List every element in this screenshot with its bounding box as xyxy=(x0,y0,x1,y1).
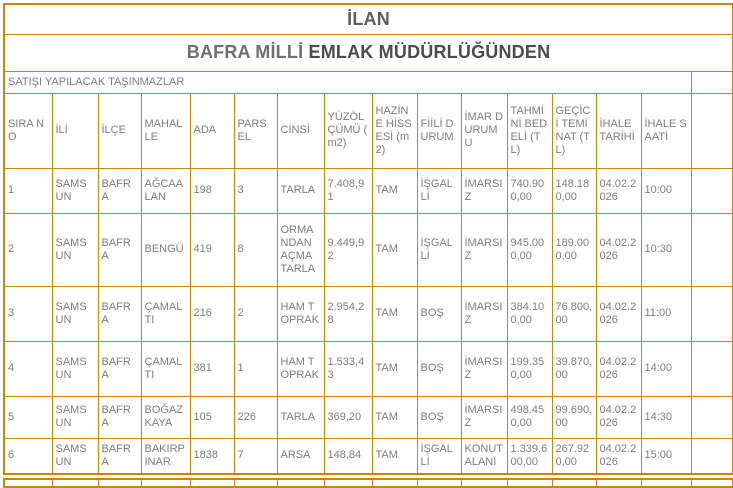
cell-ihale-saati: 14:00 xyxy=(641,341,691,396)
col-header-ihale-tarihi: İHALE TARİHİ xyxy=(596,93,641,168)
cell-tahmini-bedeli: 945.000,00 xyxy=(507,213,552,286)
cell-gecici-teminat: 148.180,00 xyxy=(552,168,596,213)
cell-empty xyxy=(691,168,733,213)
cell-mahalle: BENGÜ xyxy=(141,213,190,286)
cell-empty xyxy=(691,213,733,286)
partial-row xyxy=(4,479,733,487)
partial-cell xyxy=(507,479,552,487)
page-subtitle xyxy=(4,34,733,71)
col-header-imar-durumu: İMAR DURUMU xyxy=(461,93,507,168)
cell-ihale-tarihi: 04.02.2026 xyxy=(596,396,641,438)
table-row xyxy=(4,438,733,474)
cell-ada: 419 xyxy=(190,213,234,286)
cell-yuzolcumu: 1.533,43 xyxy=(324,341,372,396)
cell-ada: 198 xyxy=(190,168,234,213)
cell-ili: SAMSUN xyxy=(52,213,98,286)
partial-cell xyxy=(461,479,507,487)
col-header-mahalle: MAHALLE xyxy=(141,93,190,168)
partial-cell xyxy=(141,479,190,487)
cell-parsel: 2 xyxy=(234,286,277,341)
cell-parsel: 8 xyxy=(234,213,277,286)
col-header-gecici-teminat: GEÇİCİ TEMİNAT (TL) xyxy=(552,93,596,168)
cell-parsel: 3 xyxy=(234,168,277,213)
cell-cinsi: HAM TOPRAK xyxy=(277,341,324,396)
col-header-yuzolcumu: YÜZÖLÇÜMÜ ( m2) xyxy=(324,93,372,168)
cell-tahmini-bedeli: 740.900,00 xyxy=(507,168,552,213)
next-page-row-fragment xyxy=(3,478,733,488)
cell-ada: 105 xyxy=(190,396,234,438)
section-label: SATIŞI YAPILACAK TAŞINMAZLAR xyxy=(4,71,691,93)
cell-gecici-teminat: 189.000,00 xyxy=(552,213,596,286)
col-header-parsel: PARSEL xyxy=(234,93,277,168)
col-header-hazine-hissesi: HAZİNE HİSSESİ (m2) xyxy=(372,93,417,168)
cell-gecici-teminat: 267.920,00 xyxy=(552,438,596,474)
table-row xyxy=(4,286,733,341)
cell-yuzolcumu: 148,84 xyxy=(324,438,372,474)
cell-fiili-durum: İŞGALLİ xyxy=(417,168,461,213)
col-header-ihale-saati: İHALE SAATİ xyxy=(641,93,691,168)
partial-cell xyxy=(417,479,461,487)
cell-tahmini-bedeli: 498.450,00 xyxy=(507,396,552,438)
col-header-empty xyxy=(691,93,733,168)
title-row xyxy=(4,4,733,34)
cell-ihale-saati: 10:30 xyxy=(641,213,691,286)
cell-imar-durumu: İMARSIZ xyxy=(461,213,507,286)
partial-cell xyxy=(691,479,733,487)
cell-sira-no: 1 xyxy=(4,168,52,213)
cell-parsel: 7 xyxy=(234,438,277,474)
cell-cinsi: TARLA xyxy=(277,168,324,213)
section-empty-cell xyxy=(691,71,733,93)
partial-cell xyxy=(552,479,596,487)
cell-imar-durumu: İMARSIZ xyxy=(461,341,507,396)
cell-cinsi: ARSA xyxy=(277,438,324,474)
cell-gecici-teminat: 39.870,00 xyxy=(552,341,596,396)
cell-sira-no: 3 xyxy=(4,286,52,341)
cell-ihale-tarihi: 04.02.2026 xyxy=(596,438,641,474)
page-title: İLAN xyxy=(4,4,733,34)
partial-cell xyxy=(52,479,98,487)
cell-ihale-tarihi: 04.02.2026 xyxy=(596,213,641,286)
cell-fiili-durum: BOŞ xyxy=(417,341,461,396)
cell-imar-durumu: İMARSIZ xyxy=(461,396,507,438)
cell-hazine-hissesi: TAM xyxy=(372,438,417,474)
cell-empty xyxy=(691,286,733,341)
cell-ili: SAMSUN xyxy=(52,438,98,474)
cell-mahalle: ÇAMALTI xyxy=(141,286,190,341)
cell-hazine-hissesi: TAM xyxy=(372,168,417,213)
cell-imar-durumu: İMARSIZ xyxy=(461,168,507,213)
partial-cell xyxy=(234,479,277,487)
subtitle-part-2: EMLAK MÜDÜRLÜĞÜNDEN xyxy=(308,42,551,62)
partial-cell xyxy=(372,479,417,487)
section-row xyxy=(4,71,733,93)
cell-sira-no: 5 xyxy=(4,396,52,438)
partial-cell xyxy=(277,479,324,487)
table-row xyxy=(4,213,733,286)
cell-ili: SAMSUN xyxy=(52,168,98,213)
cell-tahmini-bedeli: 384.100,00 xyxy=(507,286,552,341)
partial-cell xyxy=(324,479,372,487)
cell-cinsi: TARLA xyxy=(277,396,324,438)
col-header-sira-no: SIRA NO xyxy=(4,93,52,168)
partial-cell xyxy=(190,479,234,487)
col-header-fiili-durum: FİİLİ DURUM xyxy=(417,93,461,168)
cell-ihale-saati: 11:00 xyxy=(641,286,691,341)
cell-imar-durumu: KONUT ALANI xyxy=(461,438,507,474)
cell-ilce: BAFRA xyxy=(98,396,141,438)
cell-sira-no: 4 xyxy=(4,341,52,396)
cell-empty xyxy=(691,396,733,438)
cell-ili: SAMSUN xyxy=(52,396,98,438)
cell-empty xyxy=(691,438,733,474)
cell-sira-no: 6 xyxy=(4,438,52,474)
cell-hazine-hissesi: TAM xyxy=(372,213,417,286)
cell-ada: 381 xyxy=(190,341,234,396)
cell-ili: SAMSUN xyxy=(52,286,98,341)
cell-tahmini-bedeli: 199.350,00 xyxy=(507,341,552,396)
cell-hazine-hissesi: TAM xyxy=(372,286,417,341)
partial-cell xyxy=(641,479,691,487)
cell-yuzolcumu: 7.408,91 xyxy=(324,168,372,213)
cell-tahmini-bedeli: 1.339.600,00 xyxy=(507,438,552,474)
cell-ilce: BAFRA xyxy=(98,438,141,474)
subtitle-row xyxy=(4,34,733,71)
cell-hazine-hissesi: TAM xyxy=(372,396,417,438)
cell-ilce: BAFRA xyxy=(98,341,141,396)
subtitle-part-1: BAFRA MİLLİ xyxy=(186,42,304,62)
table-row xyxy=(4,341,733,396)
cell-ihale-tarihi: 04.02.2026 xyxy=(596,286,641,341)
cell-parsel: 1 xyxy=(234,341,277,396)
cell-ada: 216 xyxy=(190,286,234,341)
col-header-ilce: İLÇE xyxy=(98,93,141,168)
cell-ihale-saati: 15:00 xyxy=(641,438,691,474)
cell-gecici-teminat: 76.800,00 xyxy=(552,286,596,341)
cell-ihale-saati: 10:00 xyxy=(641,168,691,213)
cell-cinsi: HAM TOPRAK xyxy=(277,286,324,341)
col-header-ada: ADA xyxy=(190,93,234,168)
cell-fiili-durum: İŞGALLİ xyxy=(417,438,461,474)
cell-ilce: BAFRA xyxy=(98,168,141,213)
cell-mahalle: BAKIRPINAR xyxy=(141,438,190,474)
cell-imar-durumu: İMARSIZ xyxy=(461,286,507,341)
cell-ilce: BAFRA xyxy=(98,286,141,341)
cell-parsel: 226 xyxy=(234,396,277,438)
col-header-tahmini-bedeli: TAHMİNİ BEDELİ (TL) xyxy=(507,93,552,168)
cell-ihale-tarihi: 04.02.2026 xyxy=(596,168,641,213)
col-header-cinsi: CİNSİ xyxy=(277,93,324,168)
cell-mahalle: BOĞAZKAYA xyxy=(141,396,190,438)
announcement-table xyxy=(3,3,733,475)
cell-ada: 1838 xyxy=(190,438,234,474)
cell-fiili-durum: İŞGALLİ xyxy=(417,213,461,286)
cell-mahalle: ÇAMALTI xyxy=(141,341,190,396)
column-header-row xyxy=(4,93,733,168)
cell-yuzolcumu: 9.449,92 xyxy=(324,213,372,286)
partial-cell xyxy=(4,479,52,487)
col-header-ili: İLİ xyxy=(52,93,98,168)
cell-yuzolcumu: 369,20 xyxy=(324,396,372,438)
partial-cell xyxy=(596,479,641,487)
cell-ilce: BAFRA xyxy=(98,213,141,286)
cell-ili: SAMSUN xyxy=(52,341,98,396)
cell-cinsi: ORMANDAN AÇMA TARLA xyxy=(277,213,324,286)
cell-sira-no: 2 xyxy=(4,213,52,286)
partial-cell xyxy=(98,479,141,487)
cell-yuzolcumu: 2.954,28 xyxy=(324,286,372,341)
cell-ihale-tarihi: 04.02.2026 xyxy=(596,341,641,396)
cell-fiili-durum: BOŞ xyxy=(417,396,461,438)
cell-mahalle: AĞCAALAN xyxy=(141,168,190,213)
cell-fiili-durum: BOŞ xyxy=(417,286,461,341)
cell-hazine-hissesi: TAM xyxy=(372,341,417,396)
cell-empty xyxy=(691,341,733,396)
table-row xyxy=(4,168,733,213)
cell-gecici-teminat: 99.690,00 xyxy=(552,396,596,438)
table-row xyxy=(4,396,733,438)
cell-ihale-saati: 14:30 xyxy=(641,396,691,438)
